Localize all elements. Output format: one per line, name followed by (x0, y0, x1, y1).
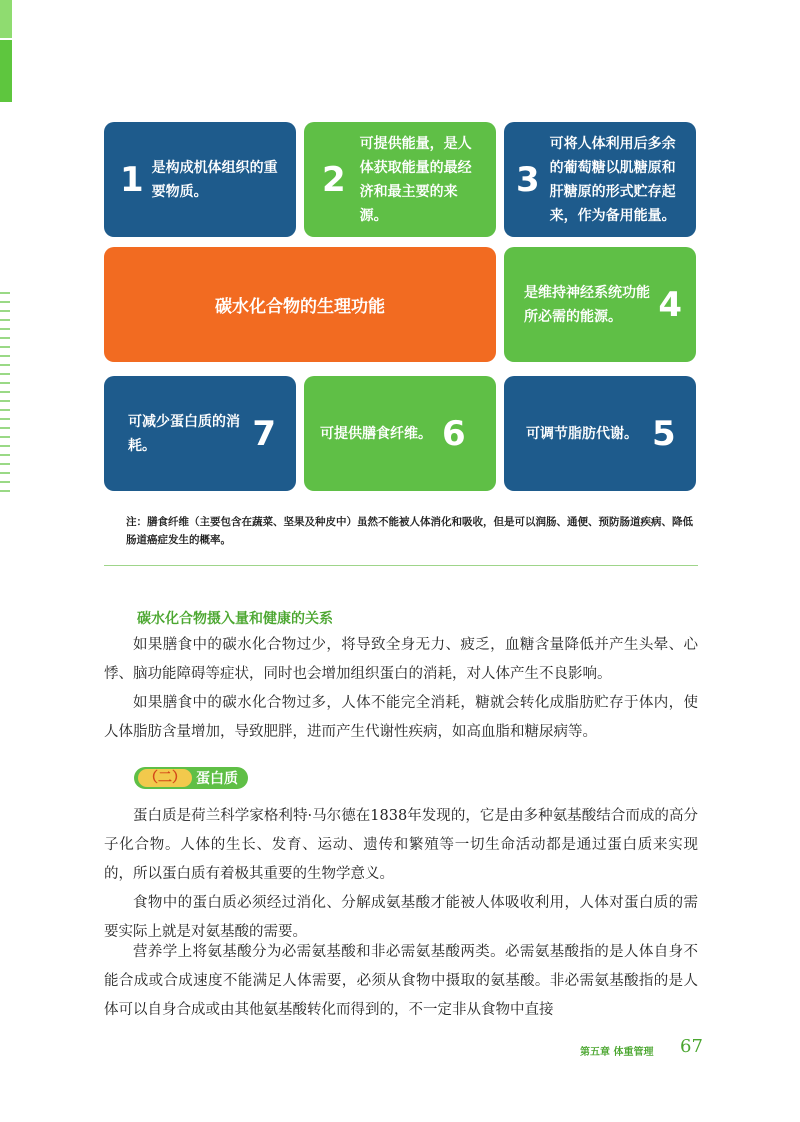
tile-text: 可提供膳食纤维。 (320, 425, 432, 442)
tile-number: 4 (658, 284, 682, 325)
tile-number: 3 (516, 159, 540, 200)
paragraph: 如果膳食中的碳水化合物过少，将导致全身无力、疲乏，血糖含量降低并产生头晕、心悸、脑功能障碍等症状，同时也会增加组织蛋白的消耗，对人体产生不良影响。 (104, 637, 698, 682)
tile-number: 2 (322, 159, 346, 200)
function-tile-4 (504, 247, 696, 362)
tile-text: 可提供能量，是人体获取能量的最经济和最主要的来源。 (359, 135, 472, 224)
section-badge-title: 蛋白质 (196, 771, 238, 787)
paragraph: 蛋白质是荷兰科学家格利特·马尔德在1838年发现的，它是由多种氨基酸结合而成的高分子化合物。人体的生长、发育、运动、遗传和繁殖等一切生命活动都是通过蛋白质来实现的，所以蛋白质有着极其重要的生物学意义。 (104, 808, 698, 882)
paragraph: 营养学上将氨基酸分为必需氨基酸和非必需氨基酸两类。必需氨基酸指的是人体自身不能合成或合成速度不能满足人体需要，必须从食物中摄取的氨基酸。非必需氨基酸指的是人体可以自身合成或由其他氨基酸转化而得到的，不一定非从食物中直接 (104, 944, 698, 1018)
edge-decoration-dots (0, 292, 10, 492)
paragraph: 如果膳食中的碳水化合物过多，人体不能完全消耗，糖就会转化成脂肪贮存于体内，使人体脂肪含量增加，导致肥胖，进而产生代谢性疾病，如高血脂和糖尿病等。 (104, 695, 698, 740)
tile-text: 可调节脂肪代谢。 (526, 425, 638, 442)
section-heading: 碳水化合物摄入量和健康的关系 (137, 611, 333, 627)
tile-number: 1 (120, 159, 144, 200)
function-tile-7 (104, 376, 296, 491)
center-title-tile (104, 247, 496, 362)
function-tile-5 (504, 376, 696, 491)
section-badge (134, 767, 248, 789)
edge-decoration-top (0, 0, 12, 38)
tile-number: 6 (442, 413, 466, 454)
function-tile-2 (304, 122, 496, 237)
edge-decoration-bar (0, 40, 12, 102)
tile-text: 是维持神经系统功能所必需的能源。 (524, 284, 650, 325)
chapter-label: 第五章 体重管理 (580, 1047, 654, 1058)
tile-number: 7 (252, 413, 276, 454)
center-title: 碳水化合物的生理功能 (215, 297, 385, 317)
paragraph: 食物中的蛋白质必须经过消化、分解成氨基酸才能被人体吸收利用，人体对蛋白质的需要实际上就是对氨基酸的需要。 (104, 895, 698, 940)
divider (104, 565, 698, 566)
tile-number: 5 (652, 413, 676, 454)
function-tile-3 (504, 122, 696, 237)
tile-text: 可将人体利用后多余的葡萄糖以肌糖原和肝糖原的形式贮存起来，作为备用能量。 (549, 135, 676, 224)
function-tile-6 (304, 376, 496, 491)
section-badge-number: （二） (138, 769, 192, 787)
tile-text: 是构成机体组织的重要物质。 (151, 159, 278, 200)
page-number: 67 (680, 1036, 703, 1057)
function-tile-1 (104, 122, 296, 237)
footnote: 注：膳食纤维（主要包含在蔬菜、坚果及种皮中）虽然不能被人体消化和吸收，但是可以润肠、通便、预防肠道疾病、降低肠道癌症发生的概率。 (126, 516, 693, 546)
tile-text: 可减少蛋白质的消耗。 (128, 413, 240, 454)
